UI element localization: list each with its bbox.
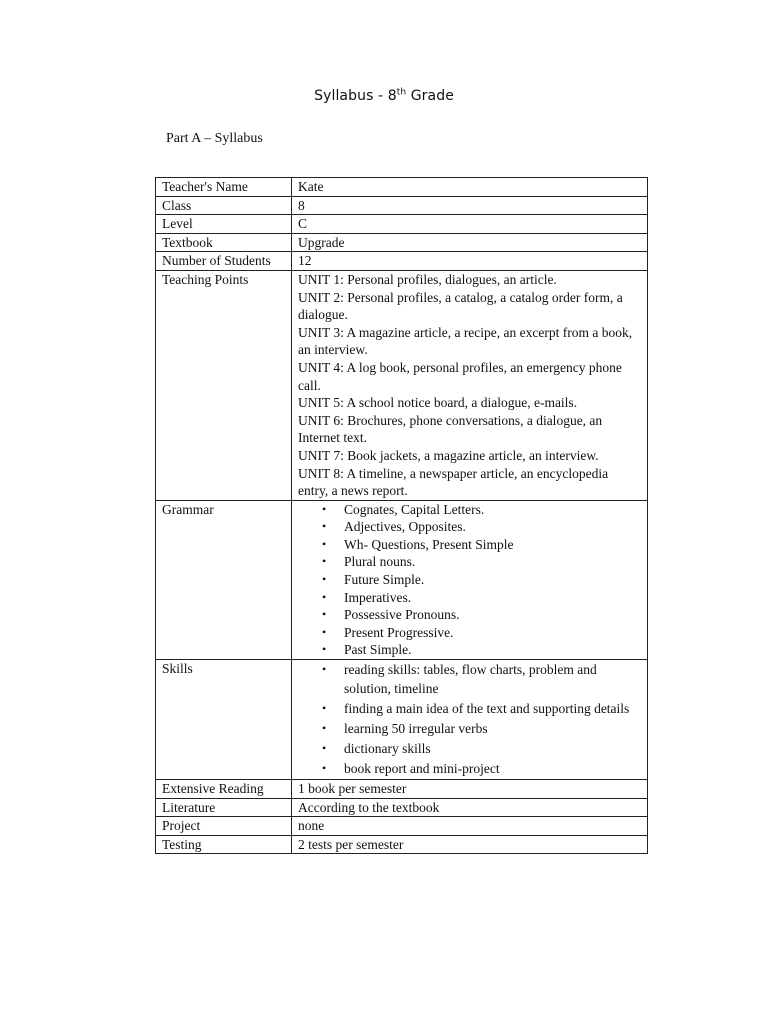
- row-value: C: [292, 215, 648, 234]
- list-item: • Imperatives.: [344, 589, 641, 607]
- row-value: According to the textbook: [292, 798, 648, 817]
- unit-item: UNIT 2: Personal profiles, a catalog, a catalog order form, a dialogue.: [298, 289, 623, 323]
- table-row: [156, 780, 648, 799]
- row-value: 2 tests per semester: [292, 835, 648, 854]
- title-superscript: th: [396, 87, 407, 98]
- row-value: 8: [292, 196, 648, 215]
- list-item: • Wh- Questions, Present Simple: [344, 536, 641, 554]
- row-value: none: [292, 817, 648, 836]
- row-value: Kate: [292, 178, 648, 197]
- grammar-list: [298, 501, 641, 659]
- teaching-points-row: [156, 270, 648, 500]
- row-label: Testing: [156, 835, 292, 854]
- grammar-cell: [292, 500, 648, 659]
- unit-item: UNIT 8: A timeline, a newspaper article, an encyclopedia entry, a news report.: [298, 465, 609, 499]
- row-label: Extensive Reading: [156, 780, 292, 799]
- list-item: • dictionary skills: [344, 739, 641, 758]
- syllabus-table: [155, 177, 648, 854]
- unit-item: UNIT 4: A log book, personal profiles, an emergency phone call.: [298, 359, 622, 393]
- list-item: • Past Simple.: [344, 641, 641, 659]
- skills-cell: [292, 660, 648, 780]
- skills-row: [156, 660, 648, 780]
- row-label: Class: [156, 196, 292, 215]
- list-item: • learning 50 irregular verbs: [344, 719, 641, 738]
- document-title: [0, 88, 768, 104]
- row-value: 1 book per semester: [292, 780, 648, 799]
- list-item: • Adjectives, Opposites.: [344, 518, 641, 536]
- row-label: Literature: [156, 798, 292, 817]
- row-label: Number of Students: [156, 252, 292, 271]
- part-heading: Part A – Syllabus: [166, 131, 263, 146]
- row-label: Grammar: [156, 500, 292, 659]
- row-label: Skills: [156, 660, 292, 780]
- list-item: • Plural nouns.: [344, 553, 641, 571]
- table-row: [156, 215, 648, 234]
- row-label: Textbook: [156, 233, 292, 252]
- table-row: [156, 817, 648, 836]
- table-row: [156, 233, 648, 252]
- list-item: • finding a main idea of the text and supporting details: [344, 699, 641, 718]
- unit-item: UNIT 5: A school notice board, a dialogue, e-mails.: [298, 395, 578, 411]
- table-row: [156, 835, 648, 854]
- row-label: Project: [156, 817, 292, 836]
- row-value: 12: [292, 252, 648, 271]
- unit-item: UNIT 3: A magazine article, a recipe, an excerpt from a book, an interview.: [298, 324, 633, 358]
- teaching-points-cell: [292, 270, 648, 500]
- table-row: [156, 798, 648, 817]
- row-label: Teaching Points: [156, 270, 292, 500]
- list-item: • Possessive Pronouns.: [344, 606, 641, 624]
- unit-item: UNIT 1: Personal profiles, dialogues, an article.: [298, 271, 557, 287]
- list-item: • reading skills: tables, flow charts, problem and solution, timeline: [344, 660, 641, 698]
- row-label: Level: [156, 215, 292, 234]
- title-end: Grade: [406, 88, 454, 104]
- title-main: Syllabus - 8: [314, 88, 397, 104]
- unit-item: UNIT 7: Book jackets, a magazine article, an interview.: [298, 447, 599, 463]
- table-row: [156, 252, 648, 271]
- row-value: Upgrade: [292, 233, 648, 252]
- list-item: • Future Simple.: [344, 571, 641, 589]
- list-item: • Present Progressive.: [344, 624, 641, 642]
- unit-item: UNIT 6: Brochures, phone conversations, a dialogue, an Internet text.: [298, 412, 603, 446]
- list-item: • book report and mini-project: [344, 759, 641, 778]
- table-row: [156, 196, 648, 215]
- list-item: • Cognates, Capital Letters.: [344, 501, 641, 519]
- grammar-row: [156, 500, 648, 659]
- table-row: [156, 178, 648, 197]
- skills-list: [298, 660, 641, 778]
- row-label: Teacher's Name: [156, 178, 292, 197]
